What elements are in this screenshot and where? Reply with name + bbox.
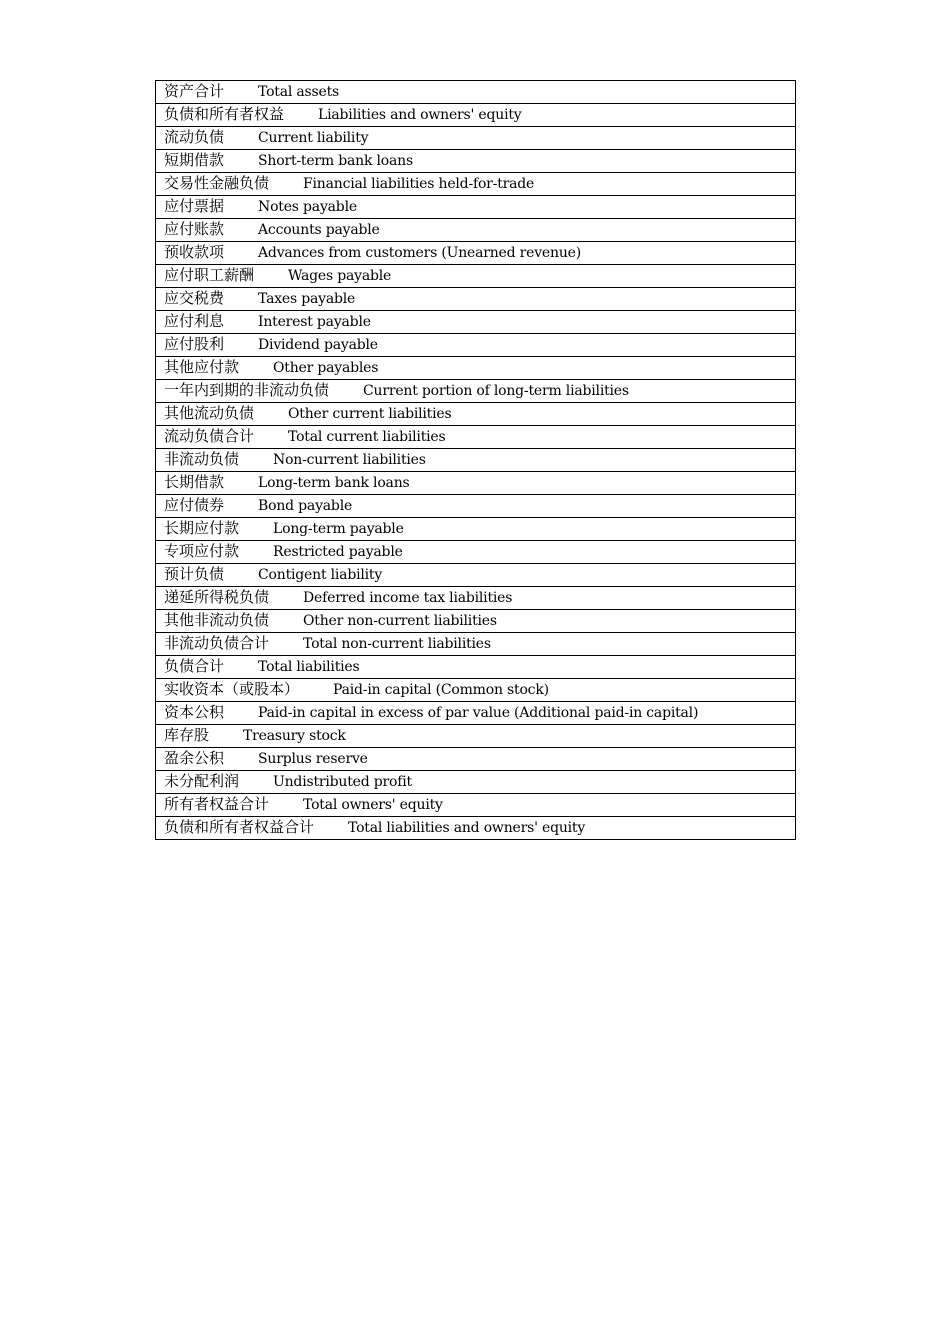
table-row (156, 587, 796, 610)
table-row (156, 794, 796, 817)
glossary-table-body (156, 81, 796, 840)
table-cell (156, 794, 796, 817)
chinese-term: 非流动负债合计 (164, 634, 270, 652)
table-cell (156, 265, 796, 288)
chinese-term: 应付利息 (164, 312, 225, 330)
chinese-term: 资产合计 (164, 82, 225, 100)
chinese-term: 长期应付款 (164, 519, 240, 537)
table-row (156, 403, 796, 426)
table-cell (156, 656, 796, 679)
table-row (156, 173, 796, 196)
english-term: Total non-current liabilities (303, 636, 491, 652)
english-term: Other payables (273, 360, 379, 376)
table-row (156, 564, 796, 587)
table-cell (156, 81, 796, 104)
english-term: Accounts payable (258, 222, 380, 238)
table-row (156, 633, 796, 656)
table-cell (156, 173, 796, 196)
table-cell (156, 403, 796, 426)
english-term: Financial liabilities held-for-trade (303, 176, 535, 192)
chinese-term: 一年内到期的非流动负债 (164, 381, 330, 399)
table-cell (156, 449, 796, 472)
table-cell (156, 748, 796, 771)
table-row (156, 265, 796, 288)
english-term: Interest payable (258, 314, 371, 330)
chinese-term: 其他流动负债 (164, 404, 255, 422)
table-cell (156, 702, 796, 725)
english-term: Restricted payable (273, 544, 403, 560)
english-term: Surplus reserve (258, 751, 368, 767)
english-term: Bond payable (258, 498, 353, 514)
table-row (156, 288, 796, 311)
table-cell (156, 541, 796, 564)
chinese-term: 资本公积 (164, 703, 225, 721)
table-row (156, 610, 796, 633)
chinese-term: 长期借款 (164, 473, 225, 491)
table-cell (156, 679, 796, 702)
chinese-term: 应付股利 (164, 335, 225, 353)
table-cell (156, 288, 796, 311)
table-cell (156, 725, 796, 748)
chinese-term: 应付债券 (164, 496, 225, 514)
chinese-term: 盈余公积 (164, 749, 225, 767)
table-row (156, 702, 796, 725)
table-cell (156, 633, 796, 656)
english-term: Total owners' equity (303, 797, 443, 813)
chinese-term: 应交税费 (164, 289, 225, 307)
table-row (156, 242, 796, 265)
table-row (156, 449, 796, 472)
english-term: Current liability (258, 130, 369, 146)
english-term: Total liabilities and owners' equity (348, 820, 586, 836)
chinese-term: 库存股 (164, 726, 210, 744)
table-row (156, 104, 796, 127)
english-term: Non-current liabilities (273, 452, 426, 468)
chinese-term: 实收资本（或股本） (164, 680, 300, 698)
chinese-term: 流动负债 (164, 128, 225, 146)
table-row (156, 472, 796, 495)
english-term: Deferred income tax liabilities (303, 590, 513, 606)
table-row (156, 725, 796, 748)
table-cell (156, 495, 796, 518)
table-cell (156, 196, 796, 219)
table-cell (156, 127, 796, 150)
table-row (156, 541, 796, 564)
table-cell (156, 518, 796, 541)
table-cell (156, 587, 796, 610)
chinese-term: 负债和所有者权益合计 (164, 818, 315, 836)
chinese-term: 预收款项 (164, 243, 225, 261)
chinese-term: 预计负债 (164, 565, 225, 583)
table-cell (156, 817, 796, 840)
table-row (156, 219, 796, 242)
table-cell (156, 150, 796, 173)
table-cell (156, 380, 796, 403)
english-term: Total current liabilities (288, 429, 446, 445)
table-row (156, 518, 796, 541)
chinese-term: 应付职工薪酬 (164, 266, 255, 284)
english-term: Total liabilities (258, 659, 360, 675)
english-term: Total assets (258, 84, 340, 100)
table-cell (156, 357, 796, 380)
table-cell (156, 610, 796, 633)
chinese-term: 其他应付款 (164, 358, 240, 376)
english-term: Long-term payable (273, 521, 404, 537)
english-term: Paid-in capital (Common stock) (333, 682, 549, 698)
table-cell (156, 311, 796, 334)
table-row (156, 748, 796, 771)
table-cell (156, 472, 796, 495)
chinese-term: 交易性金融负债 (164, 174, 270, 192)
table-row (156, 656, 796, 679)
chinese-term: 短期借款 (164, 151, 225, 169)
english-term: Current portion of long-term liabilities (363, 383, 629, 399)
english-term: Wages payable (288, 268, 392, 284)
table-cell (156, 219, 796, 242)
table-row (156, 150, 796, 173)
table-row (156, 380, 796, 403)
chinese-term: 负债和所有者权益 (164, 105, 285, 123)
english-term: Taxes payable (258, 291, 356, 307)
table-row (156, 334, 796, 357)
english-term: Undistributed profit (273, 774, 412, 790)
table-row (156, 495, 796, 518)
table-cell (156, 771, 796, 794)
chinese-term: 非流动负债 (164, 450, 240, 468)
english-term: Other current liabilities (288, 406, 452, 422)
table-row (156, 127, 796, 150)
chinese-term: 专项应付款 (164, 542, 240, 560)
english-term: Liabilities and owners' equity (318, 107, 522, 123)
table-cell (156, 426, 796, 449)
english-term: Notes payable (258, 199, 357, 215)
table-row (156, 311, 796, 334)
chinese-term: 递延所得税负债 (164, 588, 270, 606)
english-term: Contigent liability (258, 567, 383, 583)
chinese-term: 其他非流动负债 (164, 611, 270, 629)
table-row (156, 357, 796, 380)
english-term: Advances from customers (Unearned revenue) (258, 245, 582, 261)
table-cell (156, 104, 796, 127)
table-row (156, 196, 796, 219)
table-row (156, 817, 796, 840)
table-cell (156, 564, 796, 587)
english-term: Treasury stock (243, 728, 346, 744)
chinese-term: 未分配利润 (164, 772, 240, 790)
glossary-table (155, 80, 796, 840)
table-row (156, 771, 796, 794)
table-row (156, 81, 796, 104)
english-term: Paid-in capital in excess of par value (Additional paid-in capital) (258, 705, 699, 721)
chinese-term: 应付账款 (164, 220, 225, 238)
chinese-term: 所有者权益合计 (164, 795, 270, 813)
english-term: Long-term bank loans (258, 475, 410, 491)
chinese-term: 负债合计 (164, 657, 225, 675)
english-term: Dividend payable (258, 337, 378, 353)
english-term: Short-term bank loans (258, 153, 413, 169)
chinese-term: 流动负债合计 (164, 427, 255, 445)
table-row (156, 426, 796, 449)
table-row (156, 679, 796, 702)
english-term: Other non-current liabilities (303, 613, 497, 629)
table-cell (156, 334, 796, 357)
table-cell (156, 242, 796, 265)
chinese-term: 应付票据 (164, 197, 225, 215)
